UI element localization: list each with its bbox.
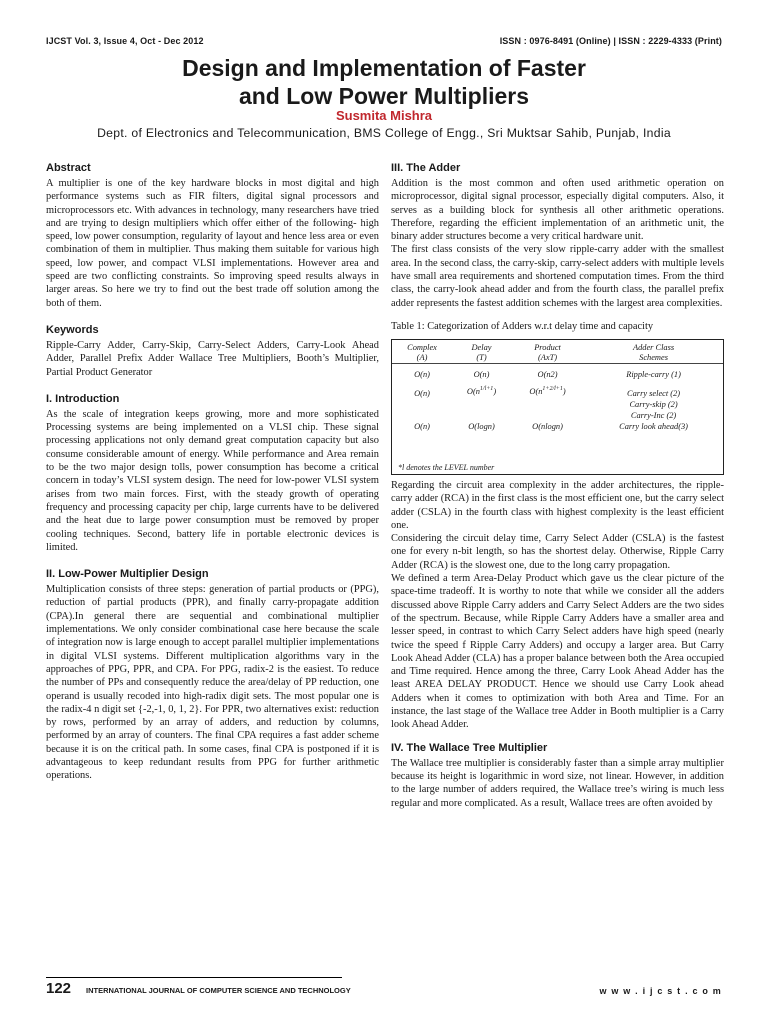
abstract-text: A multiplier is one of the key hardware blocks in most digital and high performance systems such as FIR filters, digital signal processors and microprocessors etc. With advances in technology, many researchers have tried and are trying to design multipliers which offer either of the following- high speed, low power consumption, regularity of layout and hence less area or even combination of them in multiplier. Thus making them suitable for various high speed, low power, and compact VLSI implementations. However area and speed are two conflicting constraints. So improving speed results always in larger areas. So here we try to find out the best trade off solution among the both of them. (46, 178, 379, 309)
keywords-section (46, 324, 379, 379)
table-header-complex: Complex (A) (407, 342, 437, 362)
adder-table (391, 339, 724, 475)
page-number: 122 (46, 980, 72, 997)
table-cell: Carry look ahead(3) (619, 421, 688, 431)
abstract-section (46, 162, 379, 310)
table-cell: O(n) (414, 421, 430, 431)
table-row (392, 363, 723, 380)
abstract-heading: Abstract (46, 162, 91, 174)
journal-name: INTERNATIONAL JOURNAL OF COMPUTER SCIENCE AND TECHNOLOGY (86, 986, 351, 995)
table-cell: $O(n^{1/l+1})$ (466, 385, 497, 396)
running-header-left: IJCST Vol. 3, Issue 4, Oct - Dec 2012 (46, 36, 204, 46)
table-row (392, 421, 723, 432)
table-cell: O(logn) (468, 421, 495, 431)
journal-website: w w w . i j c s t . c o m (599, 986, 722, 996)
left-column (46, 162, 379, 793)
table-footnote: *l denotes the LEVEL number (398, 462, 495, 472)
table-row (392, 380, 723, 421)
adder-paragraph-1: Addition is the most common and often used arithmetic operation on microprocessor, digital signal processor, especially digital computers. Also, it serves as a building block for synthesis all other arithmetic operations. Therefore, regarding the efficient implementation of an arithmetic unit, the binary adder structures become a very critical hardware unit. (391, 178, 724, 243)
table-cell: $O(n^{1+2/l+1})$ (529, 385, 566, 396)
paper-title (0, 54, 768, 110)
adder-paragraph-4: Considering the circuit delay time, Carry Select Adder (CSLA) is the fastest one for every n-bit length, so has the shortest delay. Otherwise, Ripple Carry Adder (RCA) is the slowest one, due to the long carry propagation. (391, 533, 724, 571)
wallace-text: The Wallace tree multiplier is considerably faster than a simple array multiplier because its height is logarithmic in word size, not linear. However, in addition to the large number of adders required, the Wallace tree’s wiring is much less regular and more complicated. As a result, Wallace trees are often avoided by (391, 757, 724, 809)
title-line-1: Design and Implementation of Faster (182, 55, 586, 81)
table-header-schemes: Adder Class Schemes (632, 342, 675, 362)
table-cell: O(n) (414, 388, 430, 398)
adder-paragraph-2: The first class consists of the very slow ripple-carry adder with the smallest area. In the second class, the carry-skip, carry-select adders with multiple levels have small area requirements and shortened computation times. From the third class, the carry-look ahead adder and from the fourth class, the parallel prefix adder represents the fastest addition schemes with the largest area complexities. (391, 244, 724, 309)
wallace-heading: IV. The Wallace Tree Multiplier (391, 741, 548, 754)
wallace-section (391, 742, 724, 810)
table-cell: O(nlogn) (532, 421, 563, 431)
low-power-text: Multiplication consists of three steps: generation of partial products or (PPG), reduction of partial products (PPR), and finally carry-propagate addition (CPA).In general there are sequential and combinational multiplier implementations. We only consider combinational case here because the scale of integration now is large enough to accept parallel multiplier implementations in digital VLSI systems. Different multiplication algorithms vary in the approaches of PPG, PPR, and CPA. For PPG, radix-2 is the easiest. To reduce the number of PPs and consequently reduce the area/delay of PP reduction, one operand is usually recoded into high-radix digit sets. The most popular one is the radix-4 n digit set {-2,-1, 0, 1, 2}. For PPR, two alternatives exist: reduction by rows, performed by an array of adders, and reduction by columns, performed by an array of counters. The final CPA requires a fast adder scheme because it is on the critical path. In some cases, final CPA is postponed if it is advantageous to keep redundant results from PPG for further arithmetic operations. (46, 584, 379, 782)
table-header-product: Product (AxT) (534, 342, 561, 362)
table-cell: Carry select (2) Carry-skip (2) Carry-Inc (2) (627, 388, 681, 420)
footer-rule (46, 977, 342, 978)
author-affiliation: Dept. of Electronics and Telecommunication, BMS College of Engg., Sri Muktsar Sahib, Punjab, India (97, 126, 671, 140)
table-cell: Ripple-carry (1) (626, 369, 681, 379)
table-cell: O(n) (473, 369, 490, 379)
right-column (391, 162, 724, 810)
table-header-delay: Delay (T) (471, 342, 492, 362)
introduction-text: As the scale of integration keeps growing, more and more sophisticated Processing systems are being implemented on a VLSI chip. These signal processing applications not only demand great computation capacity but also consume considerable amount of energy. While performance and Area remain to be the two major design tolls, power consumption has become a critical concern in today’s VLSI system design. The need for low-power VLSI system arises from two main forces. First, with the steady growth of operating frequency and processing capacity per chip, large currents have to be delivered and the heat due to large power consumption must be removed by proper cooling techniques. Second, battery life in portable electronic devices is limited. (46, 408, 379, 553)
keywords-text: Ripple-Carry Adder, Carry-Skip, Carry-Select Adders, Carry-Look Ahead Adder, Parallel Prefix Adder Wallace Tree Multipliers, Booth’s Multiplier, Partial Product Generator (46, 339, 379, 378)
table-cell: O(n) (414, 369, 430, 379)
adder-heading: III. The Adder (391, 162, 461, 174)
introduction-section (46, 393, 379, 554)
running-header-right: ISSN : 0976-8491 (Online) | ISSN : 2229-4333 (Print) (499, 36, 722, 46)
adder-section (391, 162, 724, 732)
low-power-section (46, 568, 379, 782)
introduction-heading: I. Introduction (46, 392, 120, 405)
adder-paragraph-5: We defined a term Area-Delay Product which gave us the clear picture of the space-time tradeoff. It is worthy to note that while we consider all the adders discussed above Ripple Carry adders and Carry Select Adders are the two sides of the spectrum. Because, while Ripple Carry Adders have a smaller area and lesser speed, in contrast to which Carry Select adders have high speed (nearly twice the speed f Ripple Carry Adders) and occupy a larger area. But Carry Look Ahead Adder (CLA) has a proper balance between both the Area occupied and Time required. Hence among the three, Carry Look Ahead Adder has the least AREA DELAY PRODUCT. Hence we should use Carry Look ahead Adders when it comes to optimization with both Area and Time. For an instance, the last stage of the Wallace tree Adder in Booth multiplier is a Carry look Ahead Adder. (391, 573, 724, 731)
keywords-heading: Keywords (46, 323, 99, 336)
table-caption: Table 1: Categorization of Adders w.r.t delay time and capacity (391, 320, 654, 332)
adder-paragraph-3: Regarding the circuit area complexity in the adder architectures, the ripple-carry adder (RCA) in the first class is the most efficient one, but the carry select adder (CSLA) in the fourth class with highest complexity is the least efficient one. (391, 479, 724, 531)
title-line-2: and Low Power Multipliers (238, 83, 530, 109)
author-name: Susmita Mishra (335, 108, 433, 123)
table-cell: O(n2) (537, 369, 558, 379)
low-power-heading: II. Low-Power Multiplier Design (46, 568, 209, 581)
